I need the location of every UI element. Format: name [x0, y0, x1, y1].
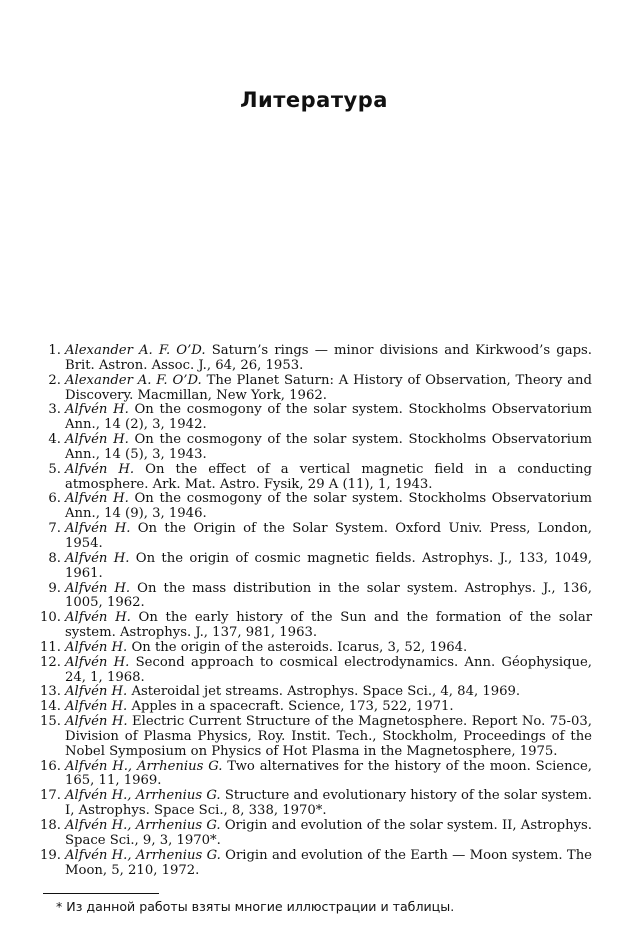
- reference-number: 9.: [48, 580, 61, 596]
- reference-item: [24, 552, 592, 582]
- reference-item: [24, 522, 592, 552]
- reference-item: [24, 641, 592, 656]
- reference-item: [24, 819, 592, 849]
- reference-text: Asteroidal jet streams. Astrophys. Space Sci., 4, 84, 1969.: [127, 684, 521, 700]
- page-title: Литература: [240, 88, 388, 112]
- reference-number: 3.: [48, 402, 61, 418]
- reference-authors: Alexander A. F. O’D.: [65, 372, 202, 388]
- reference-text: Two alternatives for the history of the moon. Science, 165, 11, 1969.: [65, 758, 592, 789]
- reference-item: [24, 685, 592, 700]
- footnote-divider: [43, 893, 159, 894]
- reference-item: [24, 433, 592, 463]
- reference-authors: Alfvén H., Arrhenius G.: [65, 847, 221, 863]
- reference-number: 17.: [40, 788, 61, 804]
- reference-text: On the origin of the asteroids. Icarus, 3, 52, 1964.: [127, 639, 468, 655]
- reference-text: Saturn’s rings — minor divisions and Kirkwood’s gaps. Brit. Astron. Assoc. J., 64, 26, 1953.: [65, 343, 592, 373]
- reference-text: On the cosmogony of the solar system. Stockholms Observatorium Ann., 14 (2), 3, 1942.: [65, 402, 592, 433]
- reference-text: The Planet Saturn: A History of Observation, Theory and Discovery. Macmillan, New York, 1962.: [65, 372, 592, 403]
- reference-authors: Alfvén H.: [65, 521, 131, 537]
- reference-number: 12.: [40, 654, 61, 670]
- reference-item: [24, 656, 592, 686]
- reference-number: 11.: [40, 639, 61, 655]
- reference-item: [24, 611, 592, 641]
- reference-item: [24, 715, 592, 760]
- reference-authors: Alfvén H.: [65, 461, 135, 477]
- reference-item: [24, 374, 592, 404]
- reference-item: [24, 700, 592, 715]
- reference-text: Electric Current Structure of the Magnetosphere. Report No. 75-03, Division of Plasma Physics, Roy. Instit. Tech., Stockholm, Proceedings of the Nobel Symposium on Physics of Hot Plasma in the Magnetosphere, 1975.: [65, 714, 592, 759]
- reference-number: 5.: [48, 461, 61, 477]
- reference-number: 8.: [48, 550, 61, 566]
- reference-item: [24, 760, 592, 790]
- reference-authors: Alfvén H.: [65, 550, 130, 566]
- reference-item: [24, 403, 592, 433]
- reference-number: 1.: [48, 343, 61, 358]
- reference-item: [24, 849, 592, 879]
- reference-authors: Alfvén H.: [65, 491, 129, 507]
- reference-item: [24, 582, 592, 612]
- footnote: * Из данной работы взяты многие иллюстрации и таблицы.: [56, 899, 455, 914]
- reference-number: 19.: [40, 847, 61, 863]
- reference-list: [24, 344, 592, 878]
- reference-number: 10.: [40, 610, 61, 626]
- reference-number: 16.: [40, 758, 61, 774]
- reference-number: 7.: [48, 521, 61, 537]
- reference-text: On the cosmogony of the solar system. Stockholms Observatorium Ann., 14 (5), 3, 1943.: [65, 432, 592, 462]
- reference-authors: Alfvén H.: [65, 714, 128, 730]
- reference-text: On the cosmogony of the solar system. Stockholms Observatorium Ann., 14 (9), 3, 1946.: [65, 491, 592, 522]
- reference-text: On the early history of the Sun and the formation of the solar system. Astrophys. J., 137, 981, 1963.: [65, 610, 592, 641]
- reference-item: [24, 463, 592, 493]
- reference-number: 13.: [40, 684, 61, 700]
- reference-item: [24, 492, 592, 522]
- reference-text: Apples in a spacecraft. Science, 173, 522, 1971.: [127, 699, 454, 715]
- reference-authors: Alfvén H.: [65, 684, 128, 700]
- reference-authors: Alexander A. F. O’D.: [65, 343, 206, 358]
- reference-text: On the Origin of the Solar System. Oxford Univ. Press, London, 1954.: [65, 521, 592, 551]
- reference-text: Origin and evolution of the Earth — Moon system. The Moon, 5, 210, 1972.: [65, 847, 592, 878]
- reference-text: On the effect of a vertical magnetic field in a conducting atmosphere. Ark. Mat. Astro. Fysik, 29 A (11), 1, 1943.: [65, 461, 592, 492]
- reference-authors: Alfvén H., Arrhenius G.: [65, 758, 223, 774]
- reference-item: [24, 344, 592, 374]
- reference-authors: Alfvén H.: [65, 432, 129, 448]
- reference-text: On the mass distribution in the solar system. Astrophys. J., 136, 1005, 1962.: [65, 580, 592, 611]
- reference-number: 4.: [48, 432, 61, 448]
- reference-authors: Alfvén H.: [65, 580, 131, 596]
- reference-text: Structure and evolutionary history of the solar system. I, Astrophys. Space Sci., 8, 338, 1970*.: [65, 788, 592, 819]
- reference-authors: Alfvén H., Arrhenius G.: [65, 788, 221, 804]
- reference-authors: Alfvén H.: [65, 654, 130, 670]
- reference-number: 18.: [40, 818, 61, 833]
- reference-authors: Alfvén H.: [65, 402, 129, 418]
- reference-number: 6.: [48, 491, 61, 507]
- reference-item: [24, 789, 592, 819]
- reference-text: Origin and evolution of the solar system. II, Astrophys. Space Sci., 9, 3, 1970*.: [65, 818, 592, 848]
- reference-number: 14.: [40, 699, 61, 715]
- reference-text: Second approach to cosmical electrodynamics. Ann. Géophysique, 24, 1, 1968.: [65, 654, 592, 685]
- reference-authors: Alfvén H.: [65, 699, 128, 715]
- reference-authors: Alfvén H.: [65, 639, 128, 655]
- reference-authors: Alfvén H., Arrhenius G.: [65, 818, 221, 833]
- reference-number: 15.: [40, 714, 61, 730]
- reference-number: 2.: [48, 372, 61, 388]
- reference-authors: Alfvén H.: [65, 610, 131, 626]
- reference-text: On the origin of cosmic magnetic fields. Astrophys. J., 133, 1049, 1961.: [65, 550, 592, 581]
